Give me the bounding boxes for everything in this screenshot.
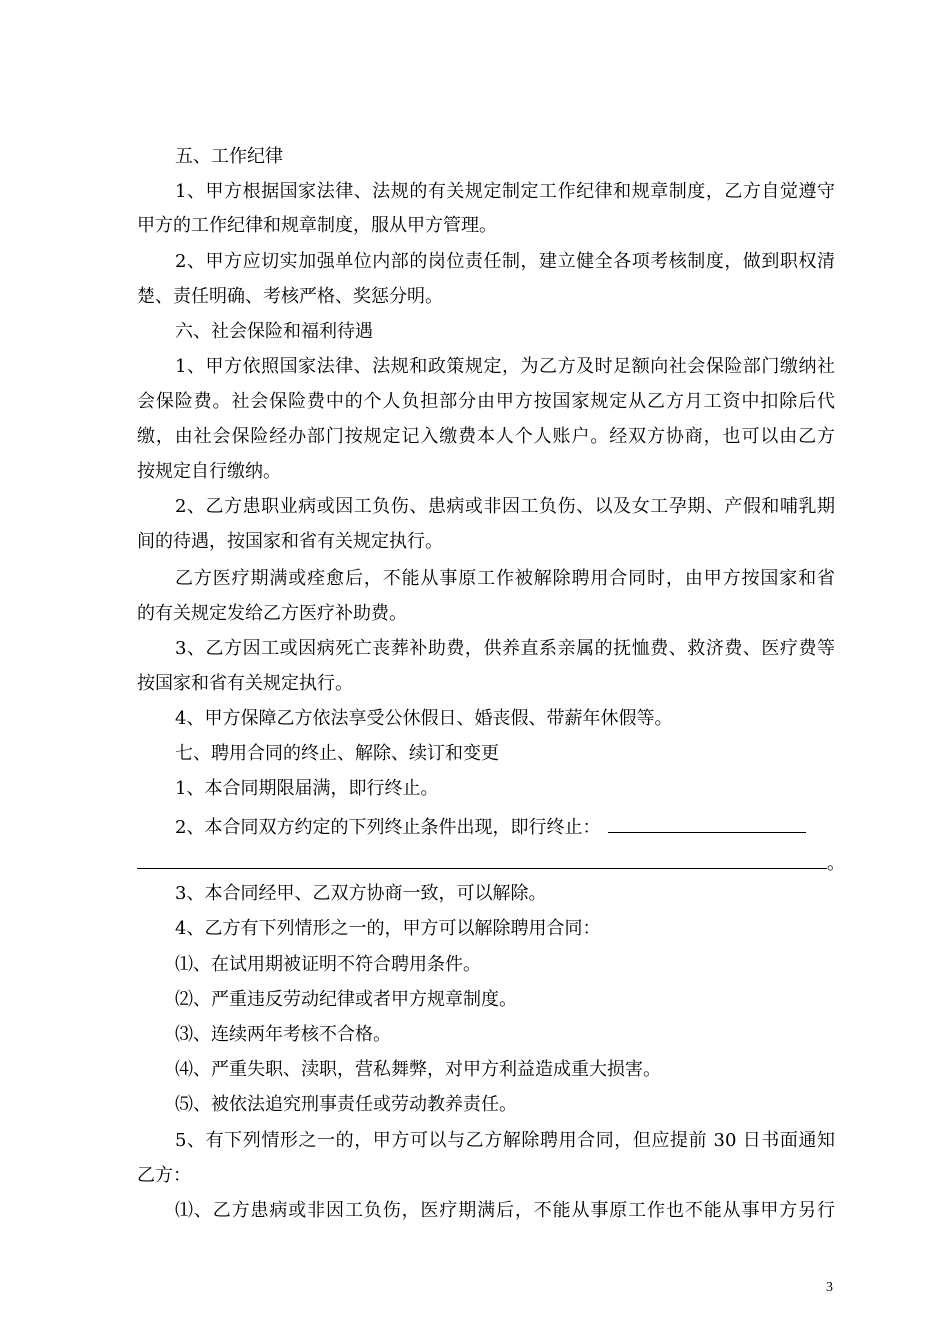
- document-line: [175, 1093, 517, 1117]
- document-line: [175, 180, 835, 204]
- document-line: [137, 214, 497, 238]
- document-line: [137, 602, 407, 626]
- line-text: 间的待遇，按国家和省有关规定执行。: [137, 531, 443, 552]
- line-text: 2、本合同双方约定的下列终止条件出现，即行终止：: [175, 817, 601, 838]
- line-text: ⑷、严重失职、渎职，营私舞弊，对甲方利益造成重大损害。: [175, 1059, 661, 1080]
- document-line: [175, 355, 835, 379]
- document-line: [137, 390, 835, 414]
- line-text: 按规定自行缴纳。: [137, 461, 281, 482]
- fill-in-blank[interactable]: [608, 812, 806, 833]
- document-line: [175, 917, 600, 941]
- line-text: 五、工作纪律: [175, 146, 283, 167]
- line-text: 乙方医疗期满或痊愈后，不能从事原工作被解除聘用合同时，由甲方按国家和省: [175, 568, 835, 589]
- line-text: ⑵、严重违反劳动纪律或者甲方规章制度。: [175, 989, 517, 1010]
- document-line: [175, 495, 835, 519]
- line-text: 3、乙方因工或因病死亡丧葬补助费，供养直系亲属的抚恤费、救济费、医疗费等: [175, 638, 835, 659]
- line-text: 会保险费。社会保险费中的个人负担部分由甲方按国家规定从乙方月工资中扣除后代: [137, 391, 835, 412]
- line-text: 3、本合同经甲、乙双方协商一致，可以解除。: [175, 883, 547, 904]
- line-text: 七、聘用合同的终止、解除、续订和变更: [175, 743, 499, 764]
- document-line: [137, 425, 835, 449]
- line-text: 。: [827, 853, 845, 874]
- line-text: 楚、责任明确、考核严格、奖惩分明。: [137, 286, 443, 307]
- line-text: 的有关规定发给乙方医疗补助费。: [137, 603, 407, 624]
- document-line: [137, 530, 443, 554]
- fill-in-blank[interactable]: [137, 848, 827, 869]
- line-text: 4、乙方有下列情形之一的，甲方可以解除聘用合同：: [175, 918, 601, 939]
- document-line: [175, 812, 806, 836]
- line-text: 按国家和省有关规定执行。: [137, 673, 353, 694]
- line-text: 2、乙方患职业病或因工负伤、患病或非因工负伤、以及女工孕期、产假和哺乳期: [175, 496, 835, 517]
- line-text: ⑶、连续两年考核不合格。: [175, 1024, 391, 1045]
- document-line: [175, 145, 283, 169]
- document-line: [175, 1129, 835, 1153]
- line-text: 六、社会保险和福利待遇: [175, 321, 373, 342]
- document-line: [175, 320, 373, 344]
- document-line: [175, 637, 835, 661]
- document-line: [137, 285, 443, 309]
- document-line: [175, 777, 438, 801]
- line-text: 1、甲方依照国家法律、法规和政策规定，为乙方及时足额向社会保险部门缴纳社: [175, 356, 835, 377]
- document-line: [137, 460, 281, 484]
- line-text: 1、本合同期限届满，即行终止。: [175, 778, 439, 799]
- page-number: 3: [826, 1280, 833, 1295]
- line-text: 1、甲方根据国家法律、法规的有关规定制定工作纪律和规章制度，乙方自觉遵守: [175, 181, 835, 202]
- document-line: [137, 848, 845, 872]
- document-line: [175, 1058, 661, 1082]
- line-text: ⑴、乙方患病或非因工负伤，医疗期满后，不能从事原工作也不能从事甲方另行: [175, 1200, 835, 1221]
- line-text: ⑸、被依法追究刑事责任或劳动教养责任。: [175, 1094, 517, 1115]
- line-text: 4、甲方保障乙方依法享受公休假日、婚丧假、带薪年休假等。: [175, 708, 673, 729]
- document-line: [175, 988, 517, 1012]
- document-line: [137, 672, 353, 696]
- document-line: [175, 953, 481, 977]
- line-text: 缴，由社会保险经办部门按规定记入缴费本人个人账户。经双方协商，也可以由乙方: [137, 426, 835, 447]
- line-text: 甲方的工作纪律和规章制度，服从甲方管理。: [137, 215, 497, 236]
- document-line: [175, 1199, 835, 1223]
- line-text: 5、有下列情形之一的，甲方可以与乙方解除聘用合同，但应提前 30 日书面通知: [175, 1130, 835, 1151]
- document-line: [175, 1023, 391, 1047]
- document-line: [175, 742, 499, 766]
- document-line: [137, 1164, 191, 1188]
- line-text: 2、甲方应切实加强单位内部的岗位责任制，建立健全各项考核制度，做到职权清: [175, 251, 835, 272]
- line-text: ⑴、在试用期被证明不符合聘用条件。: [175, 954, 481, 975]
- document-line: [175, 707, 672, 731]
- line-text: 乙方：: [137, 1165, 191, 1186]
- document-line: [175, 882, 546, 906]
- document-line: [175, 250, 835, 274]
- document-line: [175, 567, 835, 591]
